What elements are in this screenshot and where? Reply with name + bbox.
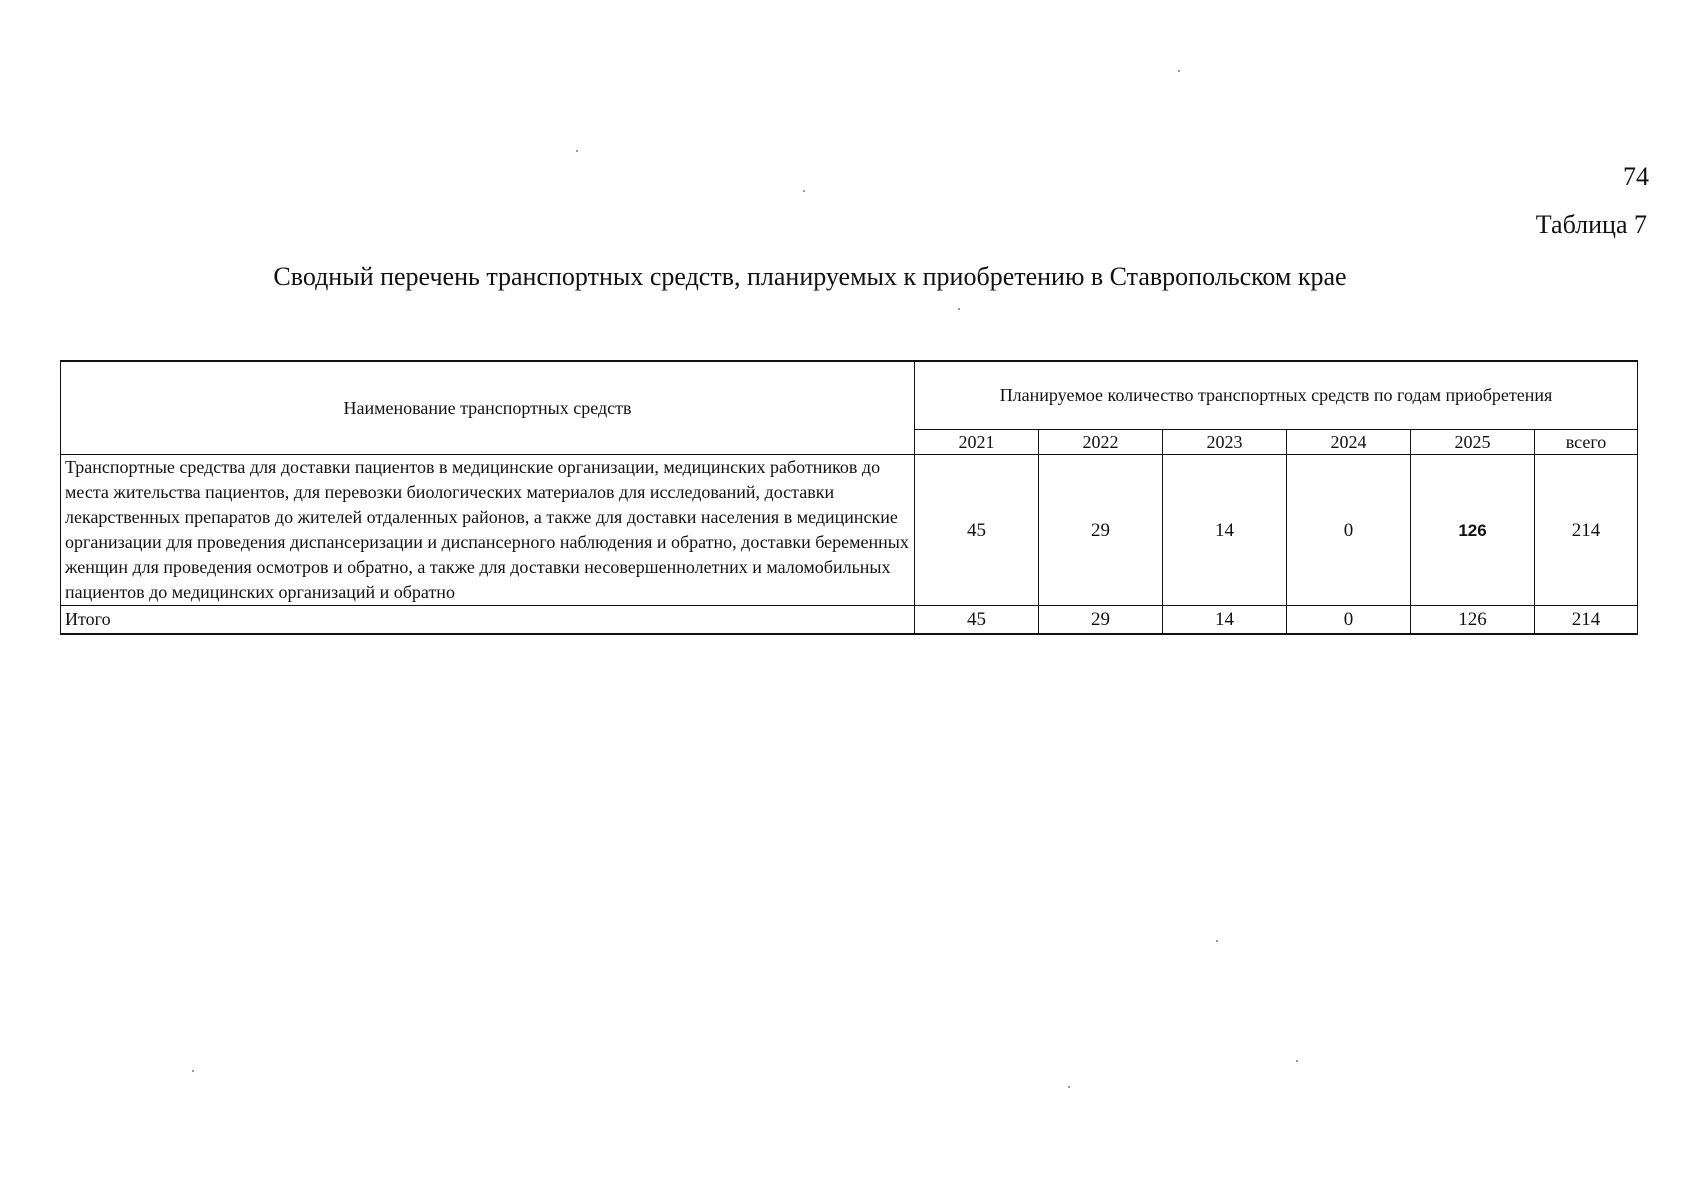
scan-speck [958, 308, 960, 310]
table-row [61, 455, 1638, 606]
total-value-cell: 14 [1163, 606, 1287, 635]
value-cell: 126 [1411, 455, 1535, 606]
total-value-cell: 45 [915, 606, 1039, 635]
scan-speck [1068, 1086, 1070, 1088]
total-value-cell: 0 [1287, 606, 1411, 635]
table-total-row [61, 606, 1638, 635]
scan-speck [192, 1070, 194, 1072]
vehicles-summary-table [60, 360, 1638, 635]
header-year: 2025 [1411, 430, 1535, 455]
header-year: 2024 [1287, 430, 1411, 455]
value-cell: 29 [1039, 455, 1163, 606]
scan-speck [1178, 70, 1180, 72]
grand-total-cell: 214 [1535, 606, 1638, 635]
header-year: 2021 [915, 430, 1039, 455]
header-year: 2023 [1163, 430, 1287, 455]
value-cell-total: 214 [1535, 455, 1638, 606]
value-cell: 45 [915, 455, 1039, 606]
page-number: 74 [1623, 162, 1649, 191]
header-planned-quantity: Планируемое количество транспортных средств по годам приобретения [915, 361, 1638, 430]
total-value-cell: 29 [1039, 606, 1163, 635]
table-caption: Таблица 7 [1535, 210, 1647, 239]
header-year: 2022 [1039, 430, 1163, 455]
value-cell: 0 [1287, 455, 1411, 606]
scan-speck [1216, 940, 1218, 942]
scan-speck [1296, 1060, 1298, 1062]
scan-speck [803, 190, 805, 192]
table-header-row [61, 361, 1638, 430]
document-title: Сводный перечень транспортных средств, планируемых к приобретению в Ставропольском крае [273, 262, 1347, 291]
value-cell: 14 [1163, 455, 1287, 606]
total-label: Итого [61, 606, 915, 635]
header-total: всего [1535, 430, 1638, 455]
scan-speck [576, 150, 578, 152]
header-vehicle-name: Наименование транспортных средств [61, 361, 915, 455]
total-value-cell: 126 [1411, 606, 1535, 635]
vehicle-description: Транспортные средства для доставки пациентов в медицинские организации, медицинских работников до места жительства пациентов, для перевозки биологических материалов для исследований, доставки лекарственных препаратов до жителей отдаленных районов, а также для доставки населения в медицинские организации для проведения диспансеризации и диспансерного наблюдения и обратно, доставки беременных женщин для проведения осмотров и обратно, а также для доставки несовершеннолетних и маломобильных пациентов до медицинских организаций и обратно [61, 455, 915, 606]
